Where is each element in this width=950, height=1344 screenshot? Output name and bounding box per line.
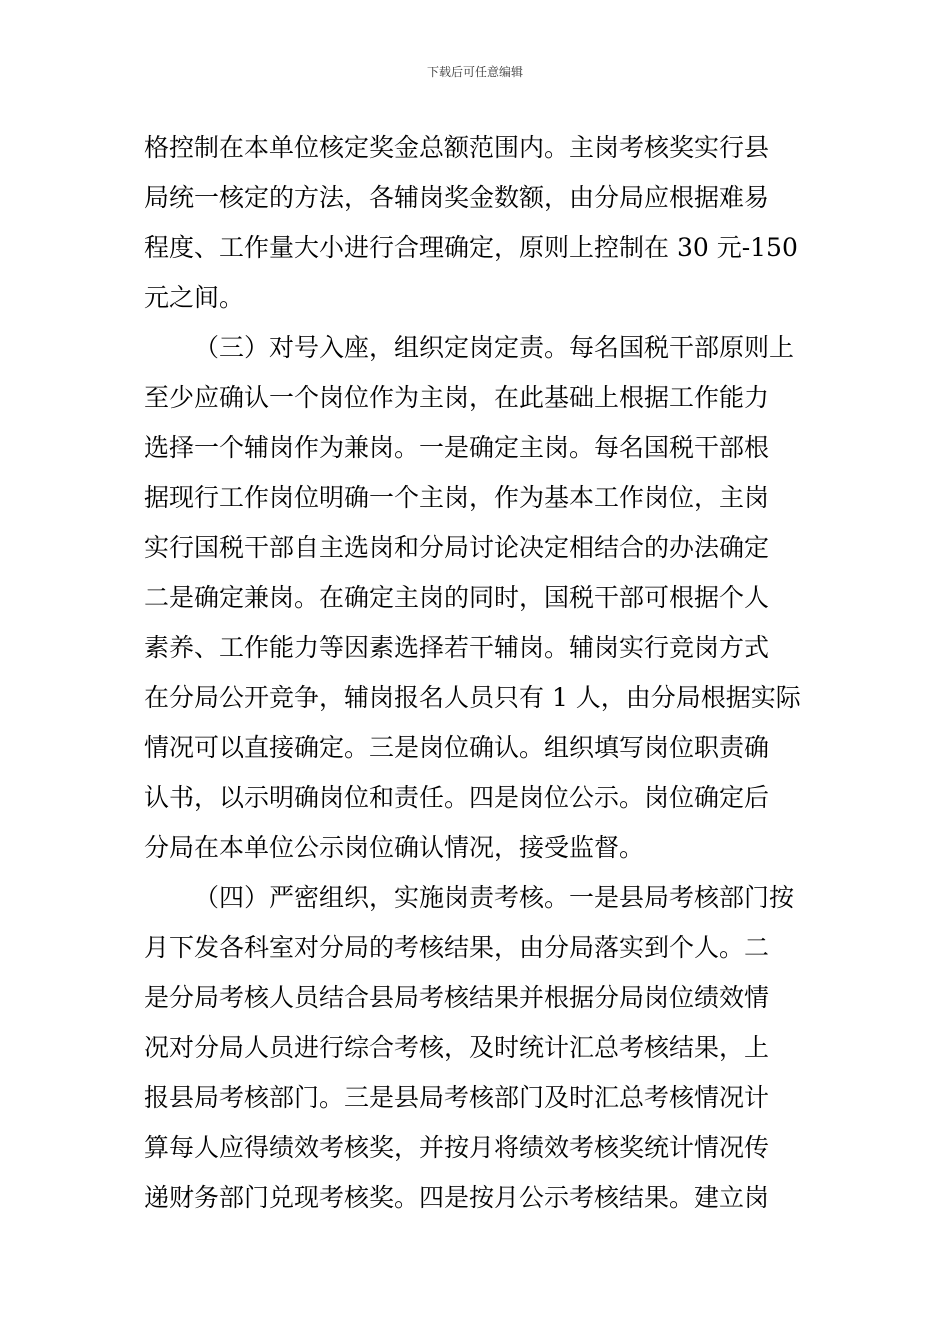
text-line: 选择一个辅岗作为兼岗。一是确定主岗。每名国税干部根	[144, 433, 770, 462]
text-line: 据现行工作岗位明确一个主岗，作为基本工作岗位，主岗	[144, 483, 770, 512]
text-line: 格控制在本单位核定奖金总额范围内。主岗考核奖实行县	[144, 133, 770, 162]
text-line: 在分局公开竞争，辅岗报名人员只有 1 人，由分局根据实际	[144, 683, 801, 712]
text-line: 月下发各科室对分局的考核结果，由分局落实到个人。二	[144, 933, 770, 962]
text-line: 情况可以直接确定。三是岗位确认。组织填写岗位职责确	[144, 733, 770, 762]
text-line: 程度、工作量大小进行合理确定，原则上控制在 30 元-150	[144, 233, 798, 262]
text-line: 认书，以示明确岗位和责任。四是岗位公示。岗位确定后	[144, 783, 770, 812]
text-line: 实行国税干部自主选岗和分局讨论决定相结合的办法确定	[144, 533, 770, 562]
paragraph-start-line: （四）严密组织，实施岗责考核。一是县局考核部门按	[194, 883, 795, 912]
page-header: 下载后可任意编辑	[426, 65, 523, 79]
text-line: 素养、工作能力等因素选择若干辅岗。辅岗实行竞岗方式	[144, 633, 770, 662]
text-line: 元之间。	[144, 283, 245, 312]
text-line: 局统一核定的方法，各辅岗奖金数额，由分局应根据难易	[144, 183, 770, 212]
paragraph-start-line: （三）对号入座，组织定岗定责。每名国税干部原则上	[194, 333, 795, 362]
text-line: 至少应确认一个岗位作为主岗，在此基础上根据工作能力	[144, 383, 770, 412]
text-line: 二是确定兼岗。在确定主岗的同时，国税干部可根据个人	[144, 583, 770, 612]
text-line: 是分局考核人员结合县局考核结果并根据分局岗位绩效情	[144, 983, 770, 1012]
text-line: 递财务部门兑现考核奖。四是按月公示考核结果。建立岗	[144, 1183, 770, 1212]
text-line: 况对分局人员进行综合考核，及时统计汇总考核结果，上	[144, 1033, 770, 1062]
text-line: 报县局考核部门。三是县局考核部门及时汇总考核情况计	[144, 1083, 770, 1112]
text-line: 分局在本单位公示岗位确认情况，接受监督。	[144, 833, 645, 862]
text-line: 算每人应得绩效考核奖，并按月将绩效考核奖统计情况传	[144, 1133, 770, 1162]
